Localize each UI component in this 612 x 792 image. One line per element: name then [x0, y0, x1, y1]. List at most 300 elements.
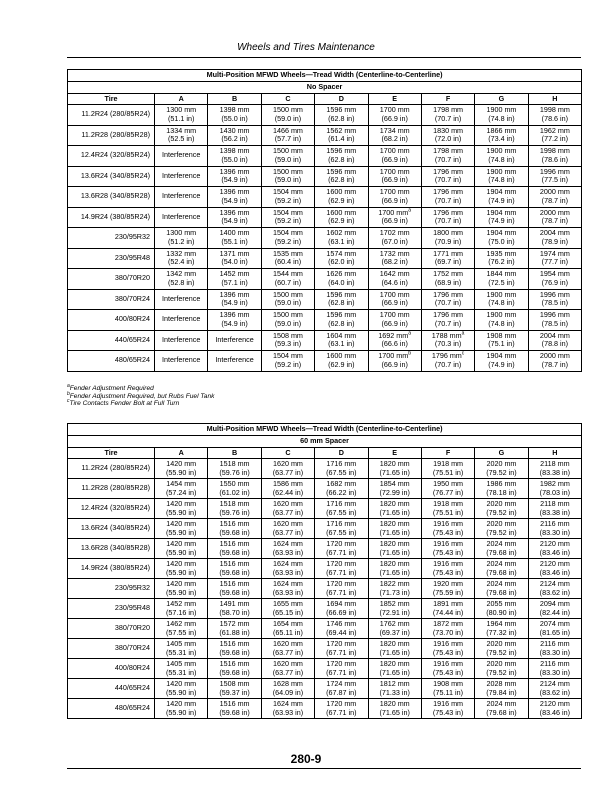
tread-width-cell — [475, 639, 528, 659]
width-in: (79.52 in) — [486, 647, 517, 657]
width-mm: 1600 mm — [326, 207, 357, 217]
width-in: (66.69 in) — [326, 607, 357, 617]
width-in: (56.2 in) — [221, 134, 248, 144]
tread-width-cell — [528, 105, 581, 126]
width-in: (75.43 in) — [432, 547, 464, 557]
width-in: (74.44 in) — [432, 607, 464, 617]
width-mm: 1516 mm — [219, 578, 250, 588]
width-in: (83.30 in) — [539, 647, 571, 657]
width-mm: 1935 mm — [486, 248, 517, 258]
tread-width-cell — [155, 479, 208, 499]
table-row — [68, 499, 582, 519]
header-rule — [67, 57, 581, 58]
width-mm: 1800 mm — [433, 228, 464, 238]
width-in: (77.32 in) — [486, 627, 517, 637]
tread-width-cell — [208, 310, 261, 331]
tread-width-cell — [261, 289, 314, 310]
width-in: (63.77 in) — [272, 467, 304, 477]
width-in: (55.0 in) — [221, 113, 248, 123]
width-mm: 1420 mm — [166, 678, 197, 688]
tread-width-cell — [421, 539, 474, 559]
footnote-text: Fender Adjustment Required, but Rubs Fuel Tank — [69, 392, 215, 400]
width-in: (81.65 in) — [539, 627, 571, 637]
tread-width-cell — [261, 559, 314, 579]
width-in: (74.8 in) — [488, 113, 515, 123]
width-in: (70.7 in) — [434, 298, 462, 308]
tire-size: 11.2R24 (280/85R24) — [68, 105, 155, 126]
width-mm: 2024 mm — [486, 538, 517, 548]
tread-width-cell — [528, 310, 581, 331]
width-in: (64.09 in) — [272, 687, 304, 697]
footnote-mark: a — [408, 330, 412, 337]
width-in: (75.1 in) — [488, 339, 515, 349]
tread-width-cell — [368, 659, 421, 679]
tread-width-cell — [475, 146, 528, 167]
width-mm: 1700 mm — [379, 105, 410, 115]
width-mm: 1700 mm — [379, 187, 410, 197]
width-in: (66.6 in) — [381, 339, 408, 349]
tread-width-cell — [528, 559, 581, 579]
tread-width-cell — [315, 639, 368, 659]
width-mm: 1508 mm — [219, 678, 250, 688]
width-mm: 1796 mm — [433, 187, 464, 197]
tread-width-cell — [368, 207, 421, 228]
tread-width-cell — [315, 499, 368, 519]
table-row — [68, 105, 582, 126]
tread-width-cell — [528, 351, 581, 372]
tread-width-cell — [421, 330, 474, 351]
tread-width-cell — [155, 187, 208, 208]
width-in: (59.2 in) — [274, 195, 302, 205]
tread-width-cell — [208, 479, 261, 499]
footnote-mark: c — [461, 350, 465, 357]
tread-width-cell — [155, 459, 208, 479]
tread-width-cell — [208, 228, 261, 249]
width-in: (59.68 in) — [219, 587, 250, 597]
width-in: (78.03 in) — [539, 487, 571, 497]
tread-width-cell — [315, 479, 368, 499]
width-mm: 1844 mm — [486, 269, 517, 279]
width-mm: 2118 mm — [540, 498, 570, 508]
tread-width-cell — [475, 579, 528, 599]
tread-width-cell — [155, 146, 208, 167]
tread-width-cell — [155, 248, 208, 269]
table-footnotes — [67, 382, 215, 408]
width-in: (67.71 in) — [326, 667, 357, 677]
width-mm: 1602 mm — [326, 228, 357, 238]
footnote-mark: c — [67, 398, 70, 405]
tread-width-cell — [421, 310, 474, 331]
width-in: (76.9 in) — [541, 277, 569, 287]
width-mm: 2116 mm — [540, 638, 570, 648]
width-mm: 1796 mm — [433, 289, 464, 299]
width-mm: Interference — [162, 334, 201, 344]
tread-width-cell — [421, 351, 474, 372]
width-mm: 1796 mm — [433, 310, 464, 320]
width-in: (83.46 in) — [539, 707, 571, 717]
width-mm: 1900 mm — [486, 289, 517, 299]
width-in: (75.43 in) — [432, 567, 464, 577]
width-mm: 1398 mm — [219, 105, 250, 115]
table-row — [68, 539, 582, 559]
width-in: (59.37 in) — [219, 687, 250, 697]
width-mm: 1466 mm — [272, 125, 303, 135]
table-row — [68, 559, 582, 579]
width-in: (51.1 in) — [168, 113, 195, 123]
width-in: (52.4 in) — [168, 257, 195, 267]
width-mm: 2116 mm — [540, 518, 570, 528]
width-mm: 1454 mm — [166, 478, 197, 488]
width-mm: 1724 mm — [326, 678, 357, 688]
width-mm: Interference — [162, 211, 201, 221]
column-header: E — [368, 94, 421, 105]
column-header: Tire — [68, 448, 155, 459]
width-mm: 2000 mm — [539, 187, 570, 197]
width-mm: 1820 mm — [379, 538, 410, 548]
tire-size: 13.6R28 (340/85R28) — [68, 187, 155, 208]
footnote-text: Tire Contacts Fender Bolt at Full Turn — [69, 400, 180, 408]
tire-size: 230/95R32 — [68, 579, 155, 599]
table-row — [68, 187, 582, 208]
tread-width-cell — [155, 499, 208, 519]
column-header: E — [368, 448, 421, 459]
width-in: (57.1 in) — [221, 277, 248, 287]
width-mm: 1504 mm — [272, 228, 303, 238]
width-mm: 1516 mm — [219, 638, 250, 648]
width-mm: 1700 mm — [379, 146, 410, 156]
width-in: (75.43 in) — [432, 707, 464, 717]
tire-size: 380/70R24 — [68, 639, 155, 659]
column-header: D — [315, 94, 368, 105]
tread-width-cell — [368, 579, 421, 599]
column-header: B — [208, 448, 261, 459]
width-in: (70.7 in) — [434, 216, 462, 226]
footnote — [67, 400, 214, 408]
width-in: (70.9 in) — [434, 236, 462, 246]
tread-width-cell — [315, 599, 368, 619]
width-in: (59.2 in) — [274, 216, 302, 226]
tire-size: 440/65R24 — [68, 679, 155, 699]
tread-width-cell — [208, 619, 261, 639]
width-in: (55.90 in) — [166, 587, 197, 597]
tread-width-cell — [368, 248, 421, 269]
tread-width-cell — [155, 639, 208, 659]
width-mm: 1562 mm — [326, 125, 357, 135]
width-mm: 1796 mm — [431, 351, 462, 361]
column-header: D — [315, 448, 368, 459]
width-in: (61.02 in) — [219, 487, 250, 497]
width-in: (70.7 in) — [434, 359, 462, 369]
table-row — [68, 269, 582, 290]
tread-width-cell — [421, 639, 474, 659]
tread-width-cell — [368, 519, 421, 539]
width-mm: 1872 mm — [433, 618, 464, 628]
width-mm: 1586 mm — [272, 478, 303, 488]
table-row — [68, 519, 582, 539]
tread-width-cell — [261, 619, 314, 639]
width-mm: Interference — [162, 293, 201, 303]
tread-width-cell — [528, 248, 581, 269]
width-in: (60.4 in) — [274, 257, 302, 267]
tread-width-cell — [421, 166, 474, 187]
width-in: (75.51 in) — [432, 507, 464, 517]
column-header: C — [261, 94, 314, 105]
width-in: (59.3 in) — [274, 339, 302, 349]
column-header: G — [475, 94, 528, 105]
tread-width-cell — [368, 539, 421, 559]
width-mm: 2074 mm — [539, 618, 570, 628]
tread-width-cell — [208, 146, 261, 167]
width-in: (75.43 in) — [432, 667, 464, 677]
width-mm: 1720 mm — [326, 538, 357, 548]
tread-width-cell — [368, 166, 421, 187]
tread-width-cell — [261, 479, 314, 499]
tire-size: 12.4R24 (320/85R24) — [68, 146, 155, 167]
tread-width-cell — [155, 330, 208, 351]
width-mm: 1620 mm — [272, 518, 303, 528]
width-mm: 1996 mm — [539, 166, 570, 176]
width-mm: 1396 mm — [219, 166, 250, 176]
width-in: (74.8 in) — [488, 154, 515, 164]
width-mm: 1904 mm — [486, 228, 517, 238]
tread-width-cell — [155, 228, 208, 249]
tire-size: 440/65R24 — [68, 330, 155, 351]
tread-width-cell — [261, 579, 314, 599]
width-in: (55.90 in) — [166, 507, 197, 517]
tread-width-cell — [315, 207, 368, 228]
tread-width-cell — [528, 166, 581, 187]
tread-width-cell — [421, 479, 474, 499]
tread-width-cell — [368, 679, 421, 699]
width-mm: 1624 mm — [272, 698, 303, 708]
tread-width-cell — [368, 351, 421, 372]
footnote — [67, 382, 214, 393]
width-in: (59.68 in) — [219, 647, 250, 657]
tread-width-cell — [261, 599, 314, 619]
width-mm: 1596 mm — [326, 146, 357, 156]
width-mm: 2124 mm — [539, 578, 570, 588]
width-in: (83.46 in) — [539, 567, 571, 577]
tread-width-cell — [208, 289, 261, 310]
width-in: (74.8 in) — [488, 175, 515, 185]
width-mm: 1396 mm — [219, 289, 250, 299]
width-mm: 1986 mm — [486, 478, 517, 488]
width-mm: 2000 mm — [539, 207, 570, 217]
width-in: (59.0 in) — [274, 154, 302, 164]
footnote-mark: a — [67, 382, 70, 389]
tread-width-cell — [368, 459, 421, 479]
width-mm: 1916 mm — [433, 518, 464, 528]
tread-width-cell — [155, 659, 208, 679]
tread-width-cell — [528, 499, 581, 519]
width-mm: 2020 mm — [486, 498, 517, 508]
width-mm: 1998 mm — [539, 105, 570, 115]
tread-width-cell — [528, 639, 581, 659]
tread-width-cell — [261, 166, 314, 187]
width-mm: 1820 mm — [379, 498, 410, 508]
width-mm: 1796 mm — [433, 207, 464, 217]
width-in: (83.30 in) — [539, 527, 571, 537]
tread-width-cell — [208, 166, 261, 187]
width-in: (67.55 in) — [326, 467, 357, 477]
width-in: (75.0 in) — [488, 236, 515, 246]
width-in: (75.51 in) — [432, 467, 464, 477]
width-in: (79.52 in) — [486, 667, 517, 677]
width-mm: 1820 mm — [379, 458, 410, 468]
tire-size: 11.2R28 (280/85R28) — [68, 125, 155, 146]
width-mm: 1624 mm — [272, 558, 303, 568]
width-mm: 1600 mm — [326, 351, 357, 361]
width-in: (72.0 in) — [434, 134, 462, 144]
width-in: (59.68 in) — [219, 527, 250, 537]
width-mm: 1420 mm — [166, 538, 197, 548]
width-in: (71.65 in) — [379, 527, 410, 537]
width-mm: 1820 mm — [379, 698, 410, 708]
table-subcaption: No Spacer — [68, 82, 582, 94]
tread-width-cell — [421, 519, 474, 539]
width-mm: 1702 mm — [379, 228, 410, 238]
width-mm: 1904 mm — [486, 207, 517, 217]
width-mm: 1682 mm — [326, 478, 357, 488]
width-mm: 1716 mm — [326, 518, 357, 528]
width-in: (77.7 in) — [541, 257, 569, 267]
tread-width-cell — [261, 499, 314, 519]
tread-width-cell — [155, 289, 208, 310]
width-mm: 2024 mm — [486, 698, 517, 708]
width-mm: 1371 mm — [219, 248, 250, 258]
tread-width-cell — [208, 351, 261, 372]
width-mm: 1504 mm — [272, 207, 303, 217]
width-in: (66.9 in) — [381, 318, 408, 328]
width-in: (63.93 in) — [272, 587, 304, 597]
width-in: (83.62 in) — [539, 687, 571, 697]
width-mm: 1692 mm — [378, 330, 409, 340]
tread-width-cell — [155, 166, 208, 187]
tread-width-cell — [368, 146, 421, 167]
tread-width-cell — [155, 699, 208, 719]
footnote-mark: a — [408, 207, 412, 214]
tread-width-cell — [155, 519, 208, 539]
width-in: (55.90 in) — [166, 527, 197, 537]
width-mm: 1405 mm — [166, 658, 197, 668]
tread-width-table-60mm-spacer — [67, 423, 582, 719]
tread-width-cell — [528, 519, 581, 539]
width-in: (76.2 in) — [488, 257, 515, 267]
tread-width-cell — [208, 105, 261, 126]
tread-width-cell — [315, 248, 368, 269]
width-in: (67.71 in) — [326, 567, 357, 577]
tread-width-cell — [368, 289, 421, 310]
width-mm: 1822 mm — [379, 578, 410, 588]
width-mm: 2020 mm — [486, 458, 517, 468]
column-header: H — [528, 448, 581, 459]
tire-size: 12.4R24 (320/85R24) — [68, 499, 155, 519]
width-mm: 1620 mm — [272, 638, 303, 648]
width-mm: 1820 mm — [379, 518, 410, 528]
width-mm: 1820 mm — [379, 658, 410, 668]
table-row — [68, 579, 582, 599]
tread-width-cell — [208, 499, 261, 519]
width-in: (54.9 in) — [221, 298, 248, 308]
tread-width-cell — [421, 559, 474, 579]
width-mm: 1596 mm — [326, 310, 357, 320]
tread-width-cell — [528, 619, 581, 639]
width-in: (74.9 in) — [488, 359, 515, 369]
tread-width-cell — [368, 479, 421, 499]
tread-width-cell — [475, 699, 528, 719]
tread-width-cell — [475, 330, 528, 351]
width-mm: 1891 mm — [433, 598, 464, 608]
table-caption: Multi-Position MFWD Wheels—Tread Width (Centerline-to-Centerline) — [68, 70, 582, 82]
width-mm: 2024 mm — [486, 578, 517, 588]
width-mm: 1996 mm — [539, 310, 570, 320]
tread-width-cell — [315, 330, 368, 351]
tire-size: 230/95R32 — [68, 228, 155, 249]
tread-width-cell — [528, 269, 581, 290]
width-mm: 1900 mm — [486, 310, 517, 320]
tread-width-cell — [315, 659, 368, 679]
width-in: (66.9 in) — [381, 154, 408, 164]
width-in: (63.93 in) — [272, 567, 304, 577]
width-mm: 1982 mm — [539, 478, 570, 488]
width-mm: 1420 mm — [166, 558, 197, 568]
tread-width-cell — [208, 519, 261, 539]
width-in: (78.5 in) — [541, 298, 569, 308]
width-mm: 1628 mm — [272, 678, 303, 688]
width-in: (78.8 in) — [541, 339, 569, 349]
tire-size: 13.6R28 (340/85R28) — [68, 539, 155, 559]
column-header: A — [155, 94, 208, 105]
width-in: (70.7 in) — [434, 113, 462, 123]
width-in: (66.9 in) — [381, 216, 408, 226]
width-mm: 1866 mm — [486, 125, 517, 135]
width-mm: 1604 mm — [326, 330, 357, 340]
tread-width-cell — [261, 519, 314, 539]
table-row — [68, 125, 582, 146]
tread-width-cell — [315, 269, 368, 290]
width-in: (70.7 in) — [434, 154, 462, 164]
width-mm: 2120 mm — [539, 558, 570, 568]
width-in: (59.68 in) — [219, 547, 250, 557]
tread-width-cell — [475, 228, 528, 249]
width-mm: 1820 mm — [379, 638, 410, 648]
width-in: (79.52 in) — [486, 507, 517, 517]
width-mm: 1420 mm — [166, 698, 197, 708]
width-in: (55.1 in) — [221, 236, 248, 246]
width-mm: 1964 mm — [486, 618, 517, 628]
table-row — [68, 228, 582, 249]
width-in: (63.77 in) — [272, 667, 304, 677]
width-mm: Interference — [162, 191, 201, 201]
width-in: (52.8 in) — [168, 277, 195, 287]
tread-width-cell — [315, 579, 368, 599]
width-mm: 1852 mm — [379, 598, 410, 608]
width-mm: 1655 mm — [272, 598, 303, 608]
width-in: (55.90 in) — [166, 547, 197, 557]
tread-width-cell — [155, 579, 208, 599]
width-mm: 1596 mm — [326, 166, 357, 176]
tread-width-cell — [528, 125, 581, 146]
width-in: (55.0 in) — [221, 154, 248, 164]
tread-width-cell — [475, 269, 528, 290]
tread-width-cell — [368, 599, 421, 619]
column-header: Tire — [68, 94, 155, 105]
tread-width-cell — [528, 187, 581, 208]
width-mm: 1504 mm — [272, 187, 303, 197]
width-mm: 1544 mm — [272, 269, 303, 279]
width-mm: 1462 mm — [166, 618, 197, 628]
width-mm: 1491 mm — [219, 598, 250, 608]
